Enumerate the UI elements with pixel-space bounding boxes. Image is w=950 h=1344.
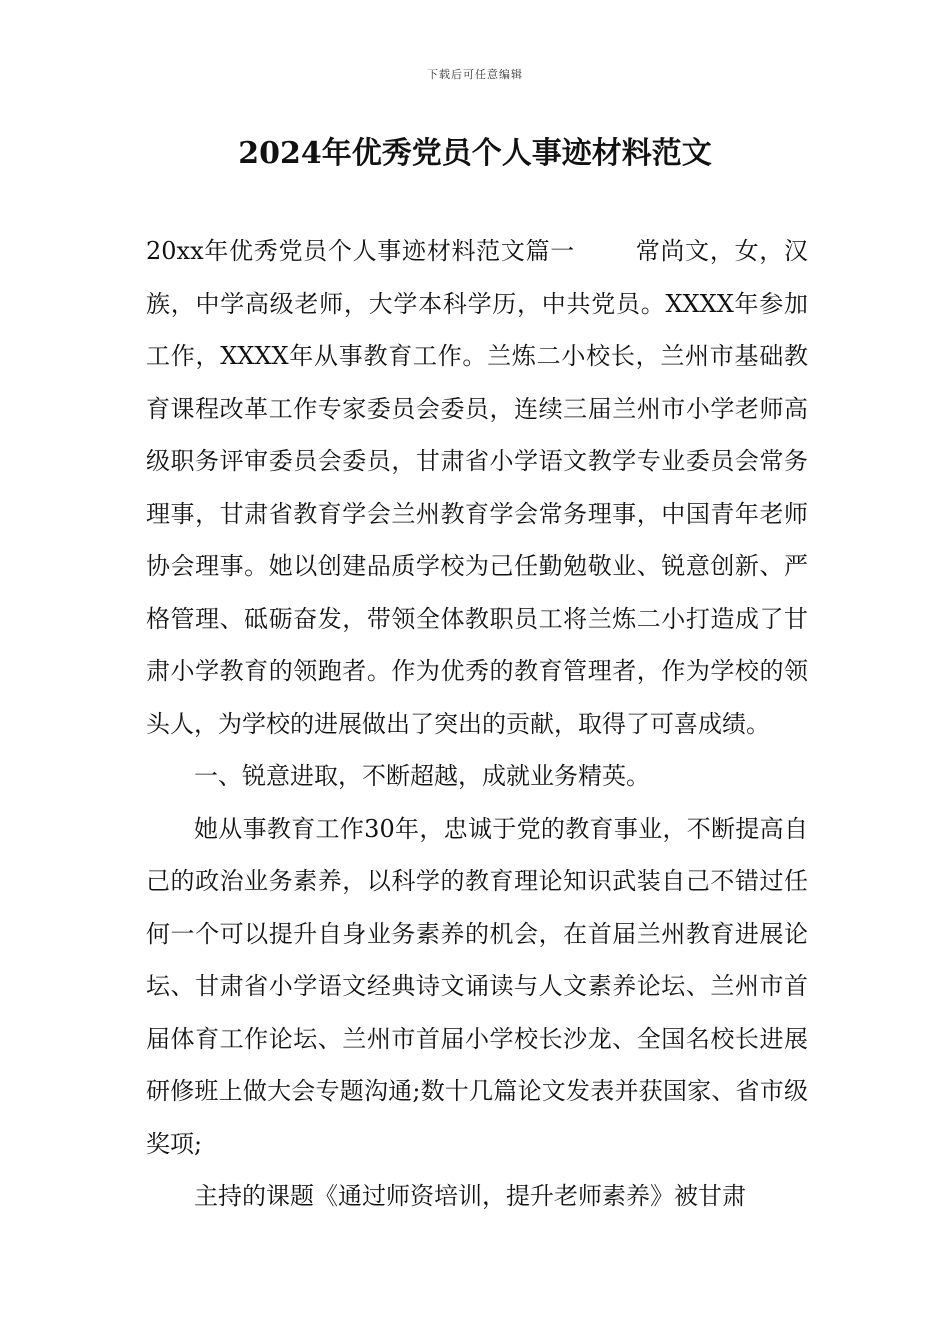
body-paragraph: 她从事教育工作30年，忠诚于党的教育事业，不断提高自己的政治业务素养，以科学的教育理论知识武装自己不错过任何一个可以提升自身业务素养的机会，在首届兰州教育进展论坛、甘肃省小学语文经典诗文诵读与人文素养论坛、兰州市首届体育工作论坛、兰州市首届小学校长沙龙、全国名校长进展研修班上做大会专题沟通;数十几篇论文发表并获国家、省市级奖项; (146, 814, 808, 1158)
section-heading: 一、锐意进取，不断超越，成就业务精英。 (194, 762, 650, 790)
document-body (146, 225, 808, 1223)
page-title: 2024年优秀党员个人事迹材料范文 (238, 136, 712, 171)
intro-paragraph (146, 225, 808, 750)
body-paragraph: 主持的课题《通过师资培训，提升老师素养》被甘肃 (194, 1182, 746, 1210)
intro-text: 常尚文，女，汉族，中学高级老师，大学本科学历，中共党员。XXXX年参加工作，XXXX年从事教育工作。兰炼二小校长，兰州市基础教育课程改革工作专家委员会委员，连续三届兰州市小学老师高级职务评审委员会委员，甘肃省小学语文教学专业委员会常务理事，甘肃省教育学会兰州教育学会常务理事，中国青年老师协会理事。她以创建品质学校为己任勤勉敬业、锐意创新、严格管理、砥砺奋发，带领全体教职员工将兰炼二小打造成了甘肃小学教育的领跑者。作为优秀的教育管理者，作为学校的领头人，为学校的进展做出了突出的贡献，取得了可喜成绩。 (146, 237, 809, 738)
header-note: 下载后可任意编辑 (427, 68, 523, 81)
intro-lead: 20xx年优秀党员个人事迹材料范文篇一 (146, 237, 576, 265)
